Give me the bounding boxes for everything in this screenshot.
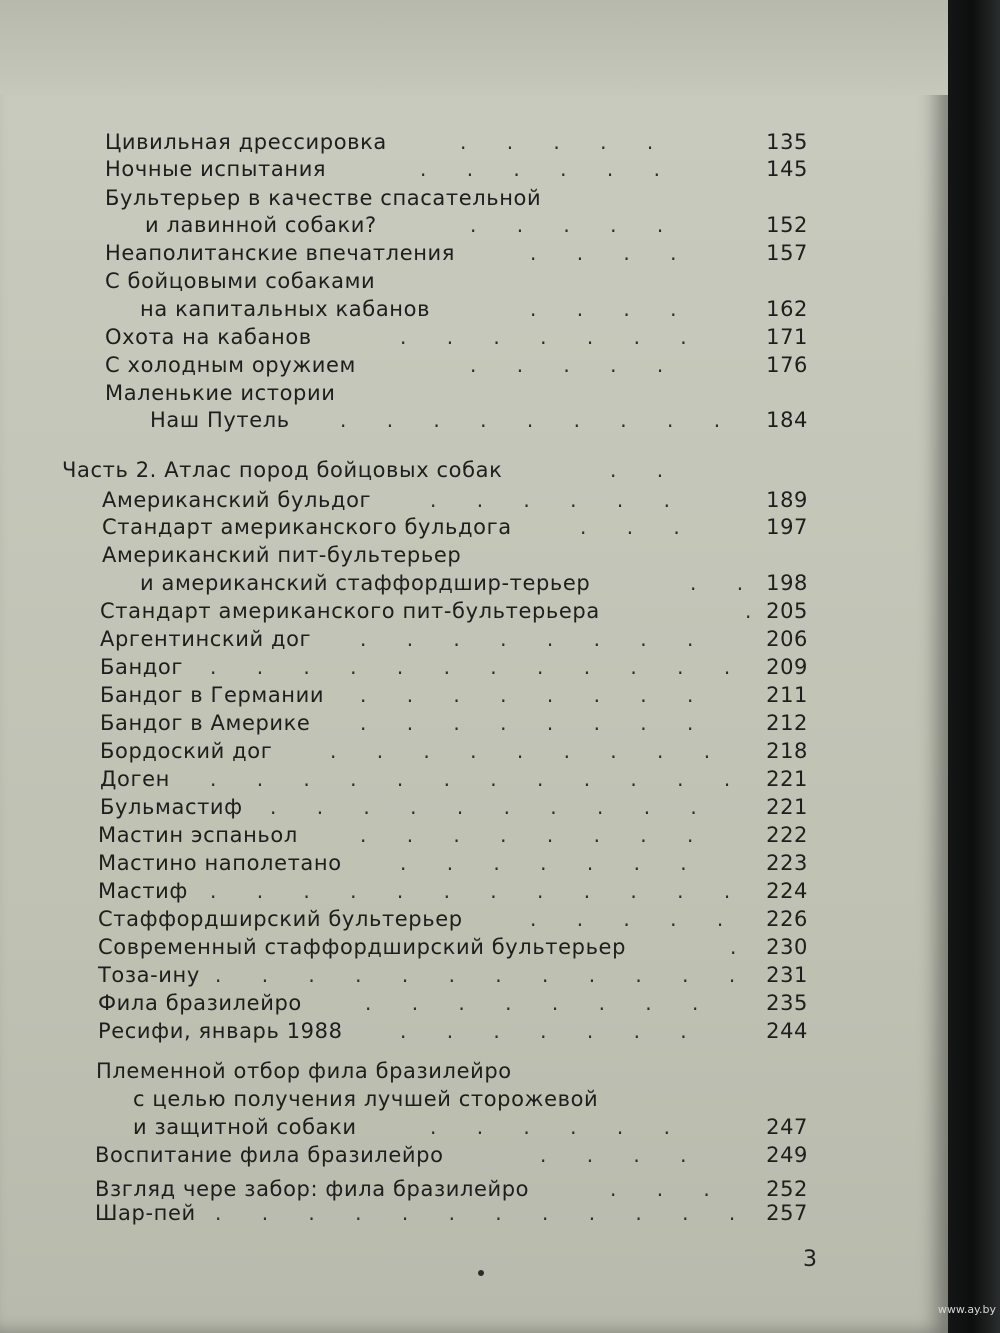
toc-title: Доген — [100, 767, 170, 791]
toc-entry — [0, 238, 948, 268]
toc-page-number: 218 — [766, 739, 808, 763]
toc-page-number: 247 — [766, 1115, 808, 1139]
toc-entry — [0, 1198, 948, 1228]
toc-title: Ночные испытания — [105, 157, 327, 181]
toc-page-number: 211 — [766, 683, 808, 707]
toc-leader-dots: . . . . — [530, 241, 694, 265]
toc-entry — [0, 988, 948, 1018]
toc-title: Бандог в Америке — [100, 711, 311, 735]
toc-page-number: 171 — [766, 325, 808, 349]
toc-part-heading — [0, 455, 948, 485]
toc-title: на капитальных кабанов — [140, 297, 431, 321]
toc-entry — [0, 848, 948, 878]
toc-entry — [0, 378, 948, 408]
toc-title: Фила бразилейро — [98, 991, 302, 1015]
toc-title: С холодным оружием — [105, 353, 356, 377]
toc-leader-dots: . . . — [580, 515, 697, 539]
toc-page-number: 145 — [766, 157, 808, 181]
toc-leader-dots: . . . . . . . . — [360, 627, 711, 651]
toc-page-number: 157 — [766, 241, 808, 265]
toc-title: Ресифи, январь 1988 — [98, 1019, 343, 1043]
toc-title: с целью получения лучшей сторожевой — [133, 1087, 599, 1111]
toc-title: Тоза-ину — [98, 963, 200, 987]
toc-page-number: 224 — [766, 879, 808, 903]
toc-page-number: 152 — [766, 213, 808, 237]
toc-entry — [0, 736, 948, 766]
toc-leader-dots: . . . . . . . . — [360, 711, 711, 735]
toc-entry — [0, 210, 948, 240]
toc-leader-dots: . . . . . . . . . — [330, 739, 728, 763]
toc-page-number: 231 — [766, 963, 808, 987]
toc-entry — [0, 596, 948, 626]
toc-leader-dots: . . . . — [530, 297, 694, 321]
toc-entry — [0, 652, 948, 682]
toc-entry — [0, 127, 948, 157]
toc-entry — [0, 322, 948, 352]
toc-entry — [0, 764, 948, 794]
toc-entry — [0, 932, 948, 962]
toc-leader-dots: . . . . . . . . — [365, 991, 716, 1015]
toc-title: Мастин эспаньол — [98, 823, 298, 847]
toc-entry — [0, 1056, 948, 1086]
toc-entry — [0, 820, 948, 850]
toc-entry — [0, 1084, 948, 1114]
toc-entry — [0, 1140, 948, 1170]
toc-title: Неаполитанские впечатления — [105, 241, 456, 265]
toc-page-number: 206 — [766, 627, 808, 651]
toc-title: Мастино наполетано — [98, 851, 342, 875]
toc-entry — [0, 540, 948, 570]
toc-entry — [0, 512, 948, 542]
toc-title: Мастиф — [98, 879, 188, 903]
toc-page-number: 205 — [766, 599, 808, 623]
toc-leader-dots: . . . . . — [530, 907, 741, 931]
toc-page-number: 198 — [766, 571, 808, 595]
toc-title: Современный стаффордширский бультерьер — [98, 935, 626, 959]
page-number: 3 — [803, 1247, 817, 1272]
toc-part-title: Часть 2. Атлас пород бойцовых собак — [62, 458, 503, 482]
toc-title: Бандог — [100, 655, 184, 679]
toc-entry — [0, 183, 948, 213]
toc-leader-dots: . — [745, 599, 769, 623]
toc-leader-dots: . . . . . . . . . . . . — [210, 655, 748, 679]
site-watermark: www.ay.by — [937, 1303, 996, 1316]
toc-entry — [0, 624, 948, 654]
toc-leader-dots: . . . . . — [470, 353, 681, 377]
toc-leader-dots: . . . . . . . . . . . . — [210, 879, 748, 903]
toc-leader-dots: . . . . . . . . . . . . — [210, 767, 748, 791]
toc-leader-dots: . . . . . . — [430, 488, 687, 512]
toc-page-number: 176 — [766, 353, 808, 377]
print-speck — [478, 1270, 484, 1276]
toc-entry — [0, 405, 948, 435]
toc-entry — [0, 485, 948, 515]
toc-title: Стаффордширский бультерьер — [98, 907, 463, 931]
toc-title: Бандог в Германии — [100, 683, 325, 707]
toc-title: Бульмастиф — [100, 795, 243, 819]
toc-page-number: 249 — [766, 1143, 808, 1167]
toc-leader-dots: . . . . . — [460, 130, 671, 154]
toc-entry — [0, 350, 948, 380]
toc-leader-dots: . — [730, 935, 754, 959]
toc-title: Стандарт американского пит-бультерьера — [100, 599, 600, 623]
toc-page-number: 226 — [766, 907, 808, 931]
toc-leader-dots: . . . . . — [470, 213, 681, 237]
toc-entry — [0, 708, 948, 738]
toc-leader-dots: . . . . . . . — [400, 851, 704, 875]
toc-title: Наш Путель — [150, 408, 290, 432]
toc-leader-dots: . . . . . . . . . . . . — [215, 963, 753, 987]
toc-entry — [0, 568, 948, 598]
toc-leader-dots: . . . — [610, 1177, 727, 1201]
toc-entry — [0, 876, 948, 906]
toc-page-number: 184 — [766, 408, 808, 432]
toc-leader-dots: . . . . . . — [420, 157, 677, 181]
toc-page-number: 162 — [766, 297, 808, 321]
toc-title: Американский пит-бультерьер — [102, 543, 462, 567]
toc-title: Американский бульдог — [102, 488, 372, 512]
toc-title: Бультерьер в качестве спасательной — [105, 186, 542, 210]
toc-page-number: 222 — [766, 823, 808, 847]
toc-entry — [0, 904, 948, 934]
toc-title: Аргентинский дог — [100, 627, 312, 651]
toc-leader-dots: . . . . . . . . . — [340, 408, 738, 432]
toc-page-number: 189 — [766, 488, 808, 512]
toc-leader-dots: . . . . . . . . — [360, 683, 711, 707]
toc-title: Шар-пей — [95, 1201, 196, 1225]
toc-entry — [0, 1016, 948, 1046]
toc-leader-dots: . . . . — [540, 1143, 704, 1167]
toc-title: Бордоский дог — [100, 739, 273, 763]
toc-page-number: 135 — [766, 130, 808, 154]
toc-page-number: 223 — [766, 851, 808, 875]
toc-title: Маленькие истории — [105, 381, 336, 405]
toc-leader-dots: . . . . . . . . . . . . — [215, 1201, 753, 1225]
toc-title: Взгляд чере забор: фила бразилейро — [95, 1177, 530, 1201]
toc-title: С бойцовыми собаками — [105, 269, 376, 293]
toc-entry — [0, 294, 948, 324]
toc-page-number: 209 — [766, 655, 808, 679]
toc-title: Воспитание фила бразилейро — [95, 1143, 444, 1167]
toc-page-number: 235 — [766, 991, 808, 1015]
toc-title: Охота на кабанов — [105, 325, 312, 349]
toc-page-number: 244 — [766, 1019, 808, 1043]
toc-leader-dots: . . . . . . — [430, 1115, 687, 1139]
toc-entry — [0, 680, 948, 710]
toc-leader-dots: . . — [690, 571, 761, 595]
toc-entry — [0, 792, 948, 822]
toc-entry — [0, 154, 948, 184]
toc-entry — [0, 960, 948, 990]
toc-page-number: 257 — [766, 1201, 808, 1225]
toc-page-number: 221 — [766, 795, 808, 819]
toc-leader-dots: . . . . . . . — [400, 325, 704, 349]
toc-page-number: 221 — [766, 767, 808, 791]
toc-leader-dots: . . . . . . . . — [360, 823, 711, 847]
toc-title: Племенной отбор фила бразилейро — [96, 1059, 512, 1083]
toc-title: и американский стаффордшир-терьер — [140, 571, 591, 595]
toc-page-number: 230 — [766, 935, 808, 959]
toc-entry — [0, 266, 948, 296]
toc-entry — [0, 1112, 948, 1142]
toc-title: и лавинной собаки? — [145, 213, 377, 237]
toc-title: и защитной собаки — [133, 1115, 357, 1139]
toc-title: Стандарт американского бульдога — [102, 515, 512, 539]
toc-leader-dots: . . . . . . . . . . — [270, 795, 714, 819]
toc-leader-dots: . . . . . . . — [400, 1019, 704, 1043]
toc-page-number: 197 — [766, 515, 808, 539]
toc-page-number: 252 — [766, 1177, 808, 1201]
toc-page-number: 212 — [766, 711, 808, 735]
toc-leader-dots: . . — [610, 458, 681, 482]
toc-title: Цивильная дрессировка — [105, 130, 387, 154]
